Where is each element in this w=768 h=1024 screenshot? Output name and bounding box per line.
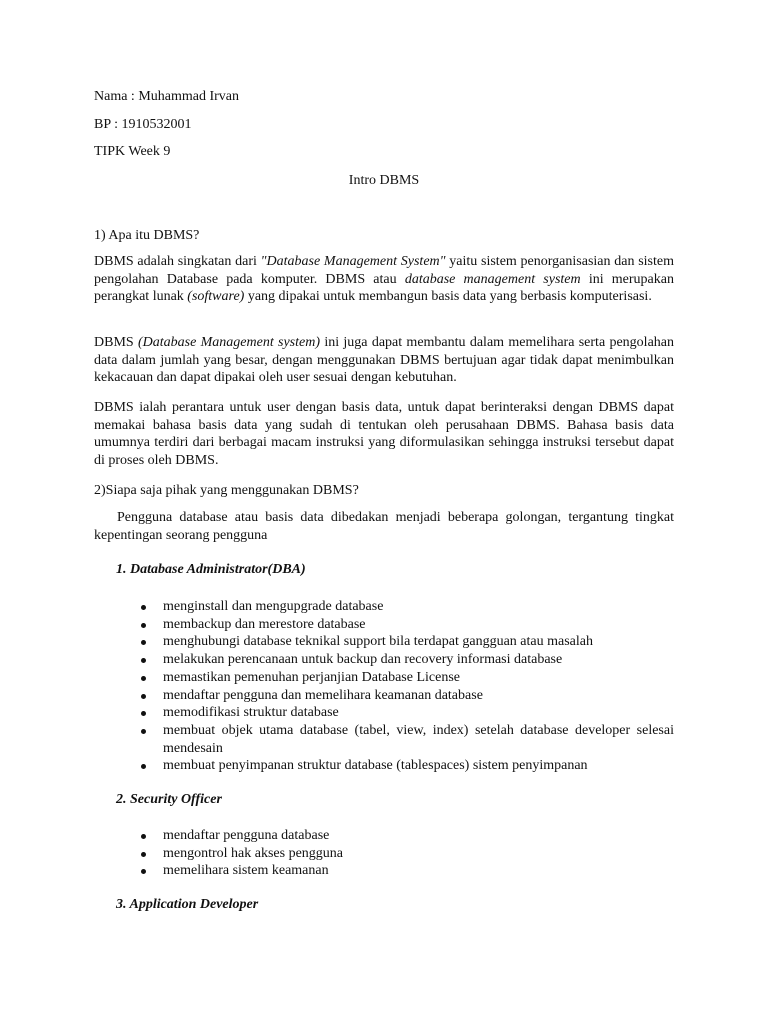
heading-security-officer: 2. Security Officer [116, 792, 222, 807]
paragraph-1-text-a: DBMS adalah singkatan dari [94, 254, 261, 269]
question-2: 2)Siapa saja pihak yang menggunakan DBMS? [94, 483, 359, 498]
paragraph-1-text-f: (software) [187, 289, 245, 304]
list-item: memelihara sistem keamanan [136, 862, 674, 880]
list-item: mengontrol hak akses pengguna [136, 845, 674, 863]
list-item: mendaftar pengguna dan memelihara keamanan database [136, 687, 674, 705]
paragraph-2 [94, 334, 674, 387]
bullet-icon [141, 711, 146, 716]
list-item: membuat objek utama database (tabel, view, index) setelah database developer selesai mendesain [136, 722, 674, 757]
paragraph-3: DBMS ialah perantara untuk user dengan basis data, untuk dapat berinteraksi dengan DBMS dapat memakai bahasa basis data yang sudah di tentukan oleh perusahaan DBMS. Bahasa basis data umumnya terdiri dari berbagai macam instruksi yang diformulasikan sehingga instruksi tersebut dapat di proses oleh DBMS. [94, 400, 674, 468]
list-item: menghubungi database teknikal support bila terdapat gangguan atau masalah [136, 633, 674, 651]
bullet-icon [141, 676, 146, 681]
paragraph-2-text-c: ini juga dapat membantu dalam memelihara serta pengolahan data dalam jumlah yang besar, dengan menggunakan DBMS bertujuan agar tidak dapat menimbulkan kekacauan dan dapat dipakai oleh user sesuai dengan kebutuhan. [94, 335, 674, 385]
paragraph-1 [94, 253, 674, 306]
paragraph-2-text-b: (Database Management system) [138, 335, 321, 350]
list-item: menginstall dan mengupgrade database [136, 598, 674, 616]
paragraph-1-text-b: "Database Management System" [260, 254, 446, 269]
heading-application-developer: 3. Application Developer [116, 897, 259, 912]
paragraph-1-text-e: ini merupakan perangkat lunak [94, 271, 674, 304]
paragraph-2-text-a: DBMS [94, 335, 138, 350]
list-item: membuat penyimpanan struktur database (tablespaces) sistem penyimpanan [136, 757, 674, 775]
paragraph-1-text-c: yaitu sistem penorganisasian dan sistem pengolahan Database pada komputer. DBMS atau [94, 254, 674, 287]
bullet-icon [141, 852, 146, 857]
document-title: Intro DBMS [348, 173, 420, 188]
list-item: melakukan perencanaan untuk backup dan recovery informasi database [136, 651, 674, 669]
paragraph-1-text-d: database management system [404, 271, 581, 287]
paragraph-1-text-g: yang dipakai untuk membangun basis data yang berbasis komputerisasi. [244, 289, 652, 304]
bullet-icon [141, 623, 146, 628]
bullet-icon [141, 729, 146, 734]
student-name: Nama : Muhammad Irvan [94, 89, 240, 104]
dba-task-list [136, 598, 674, 775]
bullet-icon [141, 658, 146, 663]
heading-dba: 1. Database Administrator(DBA) [116, 562, 306, 577]
list-item: membackup dan merestore database [136, 616, 674, 634]
bullet-icon [141, 605, 146, 610]
bullet-icon [141, 640, 146, 645]
student-bp: BP : 1910532001 [94, 117, 192, 132]
bullet-icon [141, 764, 146, 769]
question-1: 1) Apa itu DBMS? [94, 228, 200, 243]
bullet-icon [141, 834, 146, 839]
list-item: memodifikasi struktur database [136, 704, 674, 722]
course-week: TIPK Week 9 [94, 144, 171, 159]
list-item: memastikan pemenuhan perjanjian Database License [136, 669, 674, 687]
list-item: mendaftar pengguna database [136, 827, 674, 845]
question-2-intro: Pengguna database atau basis data dibedakan menjadi beberapa golongan, tergantung tingkat kepentingan seorang pengguna [94, 510, 674, 543]
bullet-icon [141, 869, 146, 874]
security-task-list [136, 827, 674, 880]
bullet-icon [141, 694, 146, 699]
